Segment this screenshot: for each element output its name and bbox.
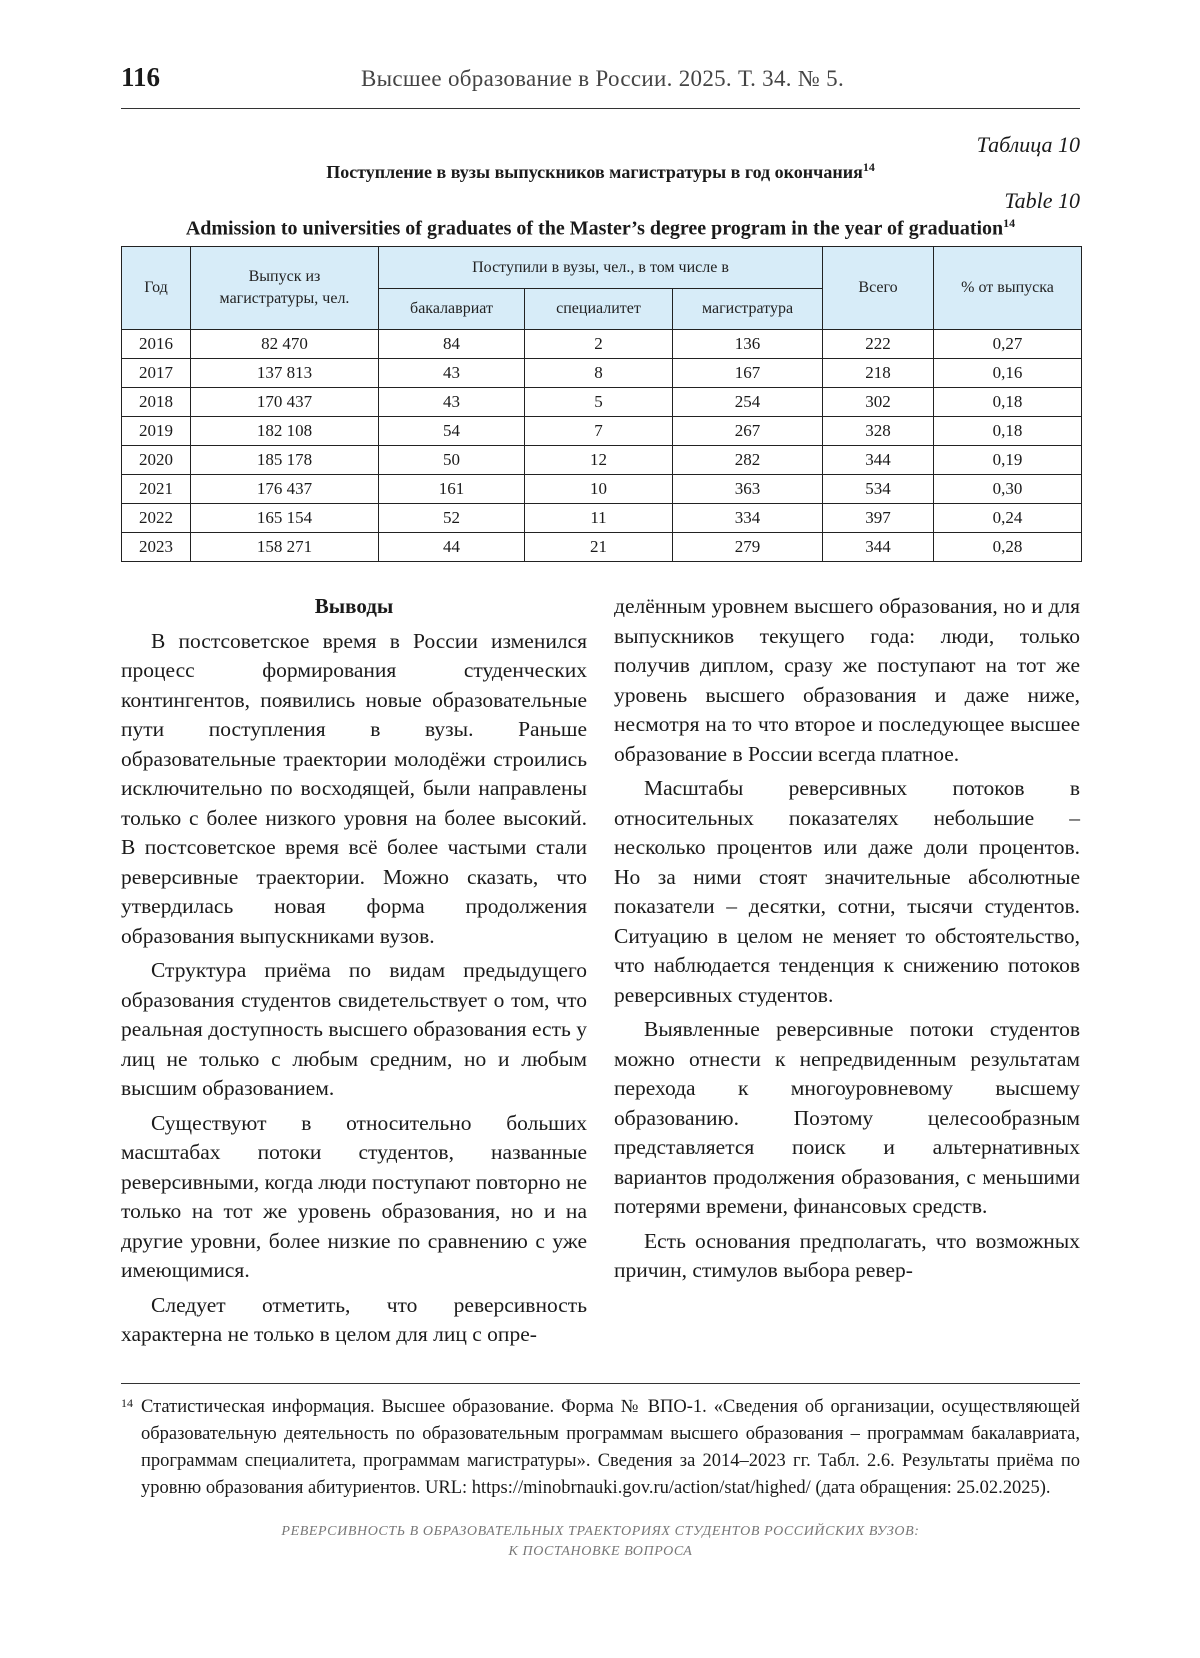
running-footer bbox=[121, 1522, 1080, 1562]
header-master: магистратура bbox=[673, 289, 823, 330]
table-row bbox=[122, 388, 1082, 417]
running-footer-line: К ПОСТАНОВКЕ ВОПРОСА bbox=[508, 1544, 693, 1559]
header-bachelor: бакалавриат bbox=[379, 289, 525, 330]
paragraph: Следует отметить, что реверсивность характерна не только в целом для лиц с опре- bbox=[121, 1292, 587, 1346]
footnote bbox=[121, 1394, 1080, 1502]
table-cell: 0,18 bbox=[934, 417, 1082, 446]
table-cell: 54 bbox=[379, 417, 525, 446]
table-row bbox=[122, 417, 1082, 446]
table-cell: 7 bbox=[525, 417, 673, 446]
table-cell: 279 bbox=[673, 533, 823, 562]
table-cell: 254 bbox=[673, 388, 823, 417]
table-cell: 170 437 bbox=[191, 388, 379, 417]
table-cell: 158 271 bbox=[191, 533, 379, 562]
table-cell: 2016 bbox=[122, 330, 191, 359]
table-cell: 12 bbox=[525, 446, 673, 475]
running-footer-line: РЕВЕРСИВНОСТЬ В ОБРАЗОВАТЕЛЬНЫХ ТРАЕКТОРИЯХ СТУДЕНТОВ РОССИЙСКИХ ВУЗОВ: bbox=[281, 1524, 920, 1539]
table-cell: 334 bbox=[673, 504, 823, 533]
table-row bbox=[122, 504, 1082, 533]
table-cell: 302 bbox=[823, 388, 934, 417]
table-title-ru: Поступление в вузы выпускников магистратуры в год окончания$^{14}$ bbox=[326, 160, 875, 182]
table-cell: 11 bbox=[525, 504, 673, 533]
header-admitted-group: Поступили в вузы, чел., в том числе в bbox=[379, 247, 823, 289]
paragraph: Есть основания предполагать, что возможных причин, стимулов выбора ревер- bbox=[614, 1228, 1080, 1282]
table-cell: 218 bbox=[823, 359, 934, 388]
paragraph: Масштабы реверсивных потоков в относительных показателях небольшие – несколько процентов или даже доли процентов. Но за ними стоят значительные абсолютные показатели – десятки, сотни, тысячи студентов. Ситуацию в целом не меняет то обстоятельство, что наблюдается тенденция к снижению потоков реверсивных студентов. bbox=[614, 776, 1080, 1007]
table-cell: 136 bbox=[673, 330, 823, 359]
table-cell: 397 bbox=[823, 504, 934, 533]
table-cell: 0,18 bbox=[934, 388, 1082, 417]
table-cell: 2017 bbox=[122, 359, 191, 388]
table-cell: 344 bbox=[823, 446, 934, 475]
table-cell: 165 154 bbox=[191, 504, 379, 533]
table-cell: 50 bbox=[379, 446, 525, 475]
table-cell: 8 bbox=[525, 359, 673, 388]
table-label-ru: Таблица 10 bbox=[976, 132, 1080, 157]
table-label-en: Table 10 bbox=[1004, 188, 1080, 213]
table-cell: 0,19 bbox=[934, 446, 1082, 475]
paragraph-continuation: делённым уровнем высшего образования, но и для выпускников текущего года: люди, только получив диплом, сразу же поступают на тот же уровень высшего образования и даже ниже, несмотря на то что второе и последующее высшее образование в России всегда платное. bbox=[614, 594, 1080, 766]
table-cell: 0,16 bbox=[934, 359, 1082, 388]
header-year: Год bbox=[122, 247, 191, 330]
paragraph: Структура приёма по видам предыдущего образования студентов свидетельствует о том, что реальная доступность высшего образования есть у лиц не только с любым средним, но и любым высшим образованием. bbox=[121, 958, 587, 1100]
table-cell: 137 813 bbox=[191, 359, 379, 388]
footnote-number: 14 bbox=[121, 1396, 133, 1410]
table-cell: 328 bbox=[823, 417, 934, 446]
table-cell: 0,30 bbox=[934, 475, 1082, 504]
table-row bbox=[122, 359, 1082, 388]
table-cell: 0,24 bbox=[934, 504, 1082, 533]
page-header bbox=[121, 60, 1080, 109]
table-cell: 344 bbox=[823, 533, 934, 562]
header-graduates: Выпуск из магистратуры, чел. bbox=[191, 247, 379, 330]
left-column bbox=[121, 592, 587, 1350]
header-specialist: специалитет bbox=[525, 289, 673, 330]
table-cell: 44 bbox=[379, 533, 525, 562]
admission-table bbox=[121, 246, 1082, 562]
table-cell: 0,27 bbox=[934, 330, 1082, 359]
paragraph: Выявленные реверсивные потоки студентов можно отнести к непредвиденным результатам перехода к многоуровневому высшему образованию. Поэтому целесообразным представляется поиск и альтернативных вариантов продолжения образования, с меньшими потерями времени, финансовых средств. bbox=[614, 1017, 1080, 1218]
table-cell: 21 bbox=[525, 533, 673, 562]
table-cell: 43 bbox=[379, 359, 525, 388]
table-cell: 185 178 bbox=[191, 446, 379, 475]
table-cell: 5 bbox=[525, 388, 673, 417]
table-cell: 182 108 bbox=[191, 417, 379, 446]
table-title-en: Admission to universities of graduates of the Master’s degree program in the year of graduation$^{14}$ bbox=[185, 216, 1016, 240]
header-total: Всего bbox=[823, 247, 934, 330]
table-cell: 222 bbox=[823, 330, 934, 359]
table-cell: 2019 bbox=[122, 417, 191, 446]
header-percent: % от выпуска bbox=[934, 247, 1082, 330]
journal-title: Высшее образование в России. 2025. Т. 34. № 5. bbox=[361, 66, 845, 91]
table-cell: 52 bbox=[379, 504, 525, 533]
table-cell: 167 bbox=[673, 359, 823, 388]
table-cell: 267 bbox=[673, 417, 823, 446]
table-cell: 176 437 bbox=[191, 475, 379, 504]
table-cell: 2018 bbox=[122, 388, 191, 417]
section-title: Выводы bbox=[314, 594, 394, 618]
table-cell: 84 bbox=[379, 330, 525, 359]
footnote-ref: 14 bbox=[862, 160, 875, 174]
table-row bbox=[122, 475, 1082, 504]
table-row bbox=[122, 330, 1082, 359]
table-cell: 2022 bbox=[122, 504, 191, 533]
page-number: 116 bbox=[121, 62, 161, 92]
table-row bbox=[122, 446, 1082, 475]
footnote-text: Статистическая информация. Высшее образование. Форма № ВПО-1. «Сведения об организации, осуществляющей образовательную деятельность по образовательным программам высшего образования – программам бакалавриата, программам специалитета, программам магистратуры». Сведения за 2014–2023 гг. Табл. 2.6. Результаты приёма по уровню образования абитуриентов. URL: https://minobrnauki.gov.ru/action/stat/highed/ (дата обращения: 25.02.2025). bbox=[141, 1397, 1080, 1498]
table-cell: 2 bbox=[525, 330, 673, 359]
right-column bbox=[614, 592, 1080, 1286]
footnote-ref: 14 bbox=[1003, 216, 1016, 230]
table-cell: 0,28 bbox=[934, 533, 1082, 562]
paragraph: Существуют в относительно больших масштабах потоки студентов, названные реверсивными, когда люди поступают повторно не только на тот же уровень образования, но и на другие уровни, более низкие по сравнению с уже имеющимися. bbox=[121, 1110, 587, 1282]
table-cell: 10 bbox=[525, 475, 673, 504]
table-cell: 161 bbox=[379, 475, 525, 504]
footnote-divider bbox=[121, 1383, 1080, 1384]
table-cell: 43 bbox=[379, 388, 525, 417]
paragraph: В постсоветское время в России изменился процесс формирования студенческих контингентов, появились новые образовательные пути поступления в вузы. Раньше образовательные траектории молодёжи строились исключительно по восходящей, были направлены только с более низкого уровня на более высокий. В постсоветское время всё более частыми стали реверсивные траектории. Можно сказать, что утвердилась новая форма продолжения образования выпускниками вузов. bbox=[121, 628, 587, 948]
table-cell: 82 470 bbox=[191, 330, 379, 359]
table-cell: 282 bbox=[673, 446, 823, 475]
table-cell: 2021 bbox=[122, 475, 191, 504]
table-cell: 2020 bbox=[122, 446, 191, 475]
table-cell: 534 bbox=[823, 475, 934, 504]
table-row bbox=[122, 533, 1082, 562]
table-cell: 363 bbox=[673, 475, 823, 504]
table-cell: 2023 bbox=[122, 533, 191, 562]
